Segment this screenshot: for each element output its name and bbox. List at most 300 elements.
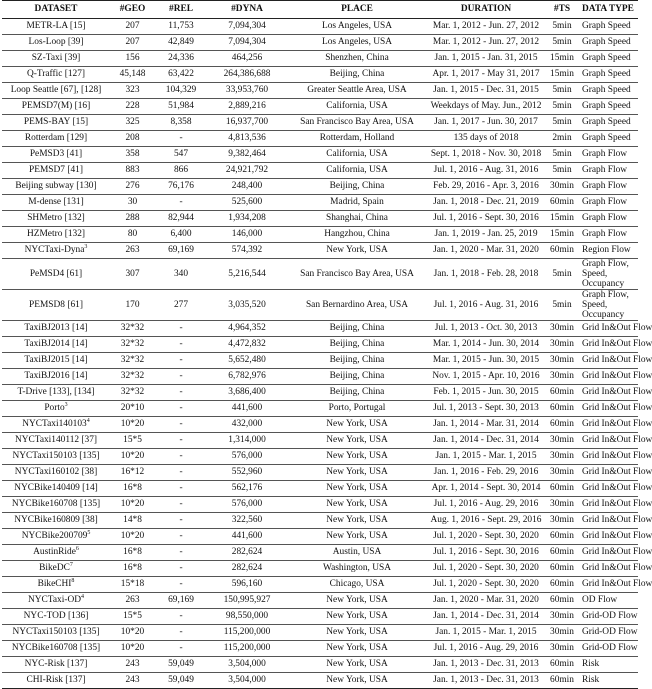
cell-data-type-text: Graph Speed: [582, 133, 631, 143]
cell-duration-text: Apr. 1, 2017 - May 31, 2017: [432, 69, 540, 79]
cell-rel: [155, 641, 207, 657]
cell-data-type-text: Risk: [582, 675, 600, 685]
cell-geo-text: 16*8: [123, 547, 142, 557]
cell-rel-text: -: [179, 643, 183, 653]
cell-geo-text: 325: [125, 117, 140, 127]
header-dataset: DATASET: [2, 1, 110, 19]
cell-dataset: [2, 227, 110, 243]
cell-place: [287, 561, 427, 577]
cell-rel-text: -: [179, 467, 183, 477]
cell-place: [287, 179, 427, 195]
cell-geo-text: 10*20: [120, 531, 145, 541]
cell-ts: [545, 513, 579, 529]
cell-dyna: [207, 243, 287, 259]
cell-dataset-text: BikeCHI: [37, 579, 72, 589]
cell-geo-text: 883: [125, 165, 140, 175]
cell-dyna: [207, 369, 287, 385]
cell-data-type: [579, 99, 638, 115]
cell-geo: [110, 593, 155, 609]
cell-duration-text: Jul. 1, 2020 - Sept. 30, 2020: [433, 579, 539, 589]
cell-duration: [427, 417, 545, 433]
cell-dataset-text: M-dense [131]: [28, 197, 84, 207]
cell-rel: [155, 401, 207, 417]
table-row: [2, 561, 638, 577]
cell-dataset: [2, 35, 110, 51]
cell-ts-text: 15min: [550, 213, 574, 223]
cell-dyna: [207, 51, 287, 67]
cell-dataset: [2, 51, 110, 67]
cell-place: [287, 211, 427, 227]
cell-dyna: [207, 67, 287, 83]
cell-rel: [155, 385, 207, 401]
cell-geo-text: 10*20: [120, 451, 145, 461]
cell-ts: [545, 19, 579, 35]
cell-dyna: [207, 529, 287, 545]
cell-data-type-text: Grid In&Out Flow: [582, 355, 652, 365]
cell-place-text: New York, USA: [326, 451, 388, 461]
cell-data-type: [579, 163, 638, 179]
cell-duration: [427, 337, 545, 353]
cell-duration: [427, 369, 545, 385]
cell-dyna-text: 150,995,927: [223, 595, 271, 605]
cell-dyna-text: 1,314,000: [228, 435, 266, 445]
footnote-marker: 3: [64, 402, 68, 408]
cell-ts-text: 15min: [550, 69, 574, 79]
cell-rel: [155, 513, 207, 529]
cell-dyna: [207, 545, 287, 561]
cell-geo: [110, 481, 155, 497]
cell-duration-text: Jan. 1, 2015 - Dec. 31, 2015: [433, 85, 539, 95]
cell-dataset: [2, 401, 110, 417]
cell-rel: [155, 529, 207, 545]
cell-rel: [155, 465, 207, 481]
cell-ts: [545, 35, 579, 51]
cell-duration: [427, 99, 545, 115]
cell-data-type-text: Graph Flow: [582, 149, 628, 159]
cell-duration-text: Jul. 1, 2016 - Aug. 29, 2016: [433, 643, 539, 653]
cell-rel: [155, 51, 207, 67]
header-place: PLACE: [287, 1, 427, 19]
cell-ts: [545, 433, 579, 449]
cell-ts-text: 5min: [552, 149, 572, 159]
cell-data-type-text: Grid In&Out Flow: [582, 435, 652, 445]
header-data-type: DATA TYPE: [579, 1, 638, 19]
cell-dataset: [2, 337, 110, 353]
footnote-marker: 3: [84, 244, 88, 250]
cell-geo-text: 207: [125, 21, 140, 31]
cell-duration: [427, 67, 545, 83]
cell-dataset: [2, 481, 110, 497]
cell-ts: [545, 449, 579, 465]
cell-rel-text: 6,400: [170, 229, 192, 239]
cell-duration-text: Jul. 1, 2016 - Sept. 30, 2016: [433, 213, 539, 223]
cell-place-text: Beijing, China: [329, 387, 385, 397]
cell-place: [287, 353, 427, 369]
cell-place-text: New York, USA: [326, 499, 388, 509]
cell-rel-text: 76,176: [168, 181, 194, 191]
cell-data-type-text: Grid In&Out Flow: [582, 579, 652, 589]
cell-dataset: [2, 115, 110, 131]
cell-dataset-text: NYCBike160809 [38]: [14, 515, 98, 525]
cell-dyna-text: 562,176: [231, 483, 263, 493]
cell-geo: [110, 465, 155, 481]
cell-data-type-text: Grid In&Out Flow: [582, 387, 652, 397]
cell-geo-text: 207: [125, 37, 140, 47]
cell-rel: [155, 433, 207, 449]
cell-place: [287, 290, 427, 321]
cell-ts-text: 5min: [552, 268, 572, 279]
cell-duration-text: Jan. 1, 2015 - Mar. 1, 2015: [435, 627, 537, 637]
cell-duration: [427, 115, 545, 131]
cell-geo: [110, 529, 155, 545]
cell-dyna-text: 4,964,352: [228, 323, 266, 333]
cell-ts-text: 30min: [550, 339, 574, 349]
cell-duration-text: Apr. 1, 2014 - Sept. 30, 2014: [431, 483, 541, 493]
table-row: [2, 115, 638, 131]
cell-dyna: [207, 147, 287, 163]
cell-duration: [427, 51, 545, 67]
cell-ts-text: 5min: [552, 299, 572, 310]
table-row: [2, 641, 638, 657]
cell-place-text: New York, USA: [326, 467, 388, 477]
cell-dataset-text: NYCBike160708 [135]: [11, 499, 101, 509]
cell-ts-text: 60min: [550, 531, 574, 541]
table-row: [2, 529, 638, 545]
cell-geo: [110, 657, 155, 673]
cell-data-type-text: Graph Flow, Speed, Occupancy: [582, 290, 629, 320]
cell-ts: [545, 99, 579, 115]
cell-place-text: Porto, Portugal: [328, 403, 386, 413]
cell-geo-text: 32*32: [120, 387, 145, 397]
cell-data-type-text: Graph Flow: [582, 213, 628, 223]
cell-dataset-text: Loop Seattle [67], [128]: [10, 85, 102, 95]
cell-rel-text: -: [179, 563, 183, 573]
table-row: [2, 290, 638, 321]
cell-geo-text: 30: [127, 197, 138, 207]
cell-geo: [110, 337, 155, 353]
cell-dyna-text: 264,386,688: [223, 69, 271, 79]
cell-duration-text: Jul. 1, 2016 - Aug. 31, 2016: [433, 299, 539, 310]
cell-dataset: [2, 497, 110, 513]
cell-dyna-text: 4,472,832: [228, 339, 266, 349]
cell-dataset: [2, 529, 110, 545]
footnote-marker: 8: [71, 578, 75, 584]
cell-duration: [427, 147, 545, 163]
cell-place: [287, 19, 427, 35]
cell-duration: [427, 673, 545, 689]
cell-dyna-text: 7,094,304: [228, 37, 266, 47]
cell-ts: [545, 195, 579, 211]
cell-ts-text: 60min: [550, 563, 574, 573]
cell-geo: [110, 545, 155, 561]
cell-dyna: [207, 481, 287, 497]
cell-dyna-text: 4,813,536: [228, 133, 266, 143]
cell-rel: [155, 115, 207, 131]
cell-rel: [155, 545, 207, 561]
cell-rel-text: 11,753: [168, 21, 194, 31]
cell-dyna-text: 552,960: [231, 467, 263, 477]
cell-data-type: [579, 195, 638, 211]
cell-duration-text: Jul. 1, 2016 - Aug. 31, 2016: [433, 165, 539, 175]
cell-duration: [427, 179, 545, 195]
cell-geo-text: 323: [125, 85, 140, 95]
cell-dyna-text: 3,035,520: [228, 299, 266, 310]
cell-place-text: New York, USA: [326, 483, 388, 493]
cell-geo-text: 32*32: [120, 355, 145, 365]
cell-data-type-text: Graph Flow, Speed, Occupancy: [582, 259, 629, 289]
cell-geo: [110, 641, 155, 657]
cell-ts-text: 15min: [550, 53, 574, 63]
cell-duration-text: Mar. 1, 2012 - Jun. 27, 2012: [432, 37, 540, 47]
table-row: [2, 657, 638, 673]
cell-data-type: [579, 465, 652, 481]
cell-data-type: [579, 259, 638, 290]
cell-geo: [110, 131, 155, 147]
cell-place: [287, 481, 427, 497]
cell-geo: [110, 449, 155, 465]
cell-ts-text: 60min: [550, 387, 574, 397]
cell-duration-text: Jan. 1, 2013 - Dec. 31, 2013: [433, 659, 539, 669]
cell-rel-text: 69,169: [168, 595, 194, 605]
cell-data-type: [579, 529, 652, 545]
cell-place-text: New York, USA: [326, 531, 388, 541]
table-row: [2, 417, 638, 433]
cell-rel: [155, 321, 207, 337]
cell-rel-text: -: [179, 339, 183, 349]
cell-ts: [545, 497, 579, 513]
cell-dataset: [2, 195, 110, 211]
cell-ts-text: 30min: [550, 371, 574, 381]
cell-data-type: [579, 19, 638, 35]
cell-data-type: [579, 497, 652, 513]
cell-rel: [155, 195, 207, 211]
cell-place-text: Beijing, China: [329, 339, 385, 349]
cell-place-text: New York, USA: [326, 245, 388, 255]
cell-dyna-text: 576,000: [231, 451, 263, 461]
cell-duration-text: Jul. 1, 2013 - Sept. 30, 2013: [433, 403, 539, 413]
cell-dyna: [207, 99, 287, 115]
cell-ts-text: 60min: [550, 547, 574, 557]
cell-data-type: [579, 227, 638, 243]
cell-dataset-text: SZ-Taxi [39]: [31, 53, 81, 63]
cell-ts-text: 30min: [550, 181, 574, 191]
cell-duration-text: Mar. 1, 2012 - Jun. 27, 2012: [432, 21, 540, 31]
cell-data-type: [579, 449, 652, 465]
table-row: [2, 593, 638, 609]
cell-dataset-text: PEMSD8 [61]: [29, 299, 83, 310]
cell-dyna: [207, 195, 287, 211]
cell-geo: [110, 417, 155, 433]
cell-duration: [427, 163, 545, 179]
cell-rel-text: 8,358: [170, 117, 192, 127]
cell-place-text: Hangzhou, China: [324, 229, 390, 239]
cell-rel: [155, 99, 207, 115]
header-ts: #TS: [545, 1, 579, 19]
cell-data-type: [579, 337, 652, 353]
cell-place-text: San Bernardino Area, USA: [305, 299, 409, 310]
cell-place: [287, 417, 427, 433]
table-row: [2, 19, 638, 35]
cell-dataset-text: NYC-TOD [136]: [23, 611, 89, 621]
cell-place-text: New York, USA: [326, 515, 388, 525]
cell-dataset: [2, 321, 110, 337]
cell-place: [287, 609, 427, 625]
cell-rel: [155, 83, 207, 99]
cell-duration-text: Jan. 1, 2015 - Mar. 1, 2015: [435, 451, 537, 461]
cell-dataset-text: BikeDC: [39, 563, 70, 573]
cell-dyna-text: 5,652,480: [228, 355, 266, 365]
cell-dataset: [2, 243, 110, 259]
cell-duration-text: Mar. 1, 2014 - Jun. 30, 2014: [432, 339, 540, 349]
cell-place: [287, 497, 427, 513]
cell-rel: [155, 609, 207, 625]
cell-duration: [427, 211, 545, 227]
cell-rel: [155, 625, 207, 641]
footnote-marker: 5: [87, 530, 91, 536]
cell-geo: [110, 625, 155, 641]
cell-ts-text: 15min: [550, 229, 574, 239]
cell-rel: [155, 657, 207, 673]
cell-geo: [110, 321, 155, 337]
cell-dataset: [2, 561, 110, 577]
cell-data-type-text: Grid In&Out Flow: [582, 451, 652, 461]
cell-rel: [155, 369, 207, 385]
cell-dyna-text: 98,550,000: [225, 611, 269, 621]
cell-dyna: [207, 401, 287, 417]
cell-dyna: [207, 577, 287, 593]
cell-duration: [427, 641, 545, 657]
cell-ts-text: 60min: [550, 483, 574, 493]
cell-rel-text: 51,984: [168, 101, 194, 111]
cell-geo: [110, 67, 155, 83]
cell-ts: [545, 163, 579, 179]
cell-dyna-text: 2,889,216: [228, 101, 266, 111]
header-dyna: #DYNA: [207, 1, 287, 19]
cell-dyna-text: 146,000: [231, 229, 263, 239]
cell-data-type-text: Graph Speed: [582, 101, 631, 111]
cell-data-type: [579, 51, 638, 67]
cell-duration-text: Jan. 1, 2017 - Jun. 30, 2017: [434, 117, 538, 127]
cell-rel: [155, 290, 207, 321]
cell-geo-text: 10*20: [120, 419, 145, 429]
cell-dataset-text: TaxiBJ2013 [14]: [24, 323, 88, 333]
cell-data-type: [579, 673, 638, 689]
cell-data-type: [579, 35, 638, 51]
cell-duration: [427, 577, 545, 593]
cell-data-type: [579, 481, 652, 497]
cell-dataset-text: NYCTaxi150103 [135]: [12, 627, 100, 637]
cell-data-type-text: Grid In&Out Flow: [582, 483, 652, 493]
cell-geo-text: 156: [125, 53, 140, 63]
cell-geo-text: 32*32: [120, 339, 145, 349]
cell-data-type-text: Graph Flow: [582, 197, 628, 207]
cell-place: [287, 673, 427, 689]
cell-place: [287, 449, 427, 465]
cell-geo: [110, 497, 155, 513]
cell-dataset: [2, 577, 110, 593]
cell-dataset-text: SHMetro [132]: [27, 213, 85, 223]
cell-rel: [155, 243, 207, 259]
cell-duration-text: Mar. 1, 2015 - Jun. 30, 2015: [432, 355, 540, 365]
cell-data-type: [579, 577, 652, 593]
cell-place-text: San Francisco Bay Area, USA: [300, 268, 414, 279]
cell-ts: [545, 561, 579, 577]
cell-duration-text: Jan. 1, 2016 - Feb. 29, 2016: [433, 467, 539, 477]
table-row: [2, 227, 638, 243]
cell-dyna-text: 24,921,792: [225, 165, 269, 175]
cell-dyna: [207, 259, 287, 290]
cell-geo: [110, 163, 155, 179]
cell-data-type: [579, 243, 638, 259]
cell-geo-text: 10*20: [120, 627, 145, 637]
cell-dataset-text: Q-Traffic [127]: [26, 69, 86, 79]
cell-dataset-text: NYC-Risk [137]: [24, 659, 88, 669]
cell-geo-text: 243: [125, 675, 140, 685]
cell-dyna-text: 3,504,000: [228, 659, 266, 669]
cell-ts-text: 30min: [550, 643, 574, 653]
cell-duration: [427, 131, 545, 147]
table-header: [2, 1, 638, 19]
cell-duration-text: Jan. 1, 2020 - Mar. 31, 2020: [433, 245, 539, 255]
cell-place-text: Greater Seattle Area, USA: [307, 85, 407, 95]
cell-geo: [110, 227, 155, 243]
cell-data-type: [579, 513, 652, 529]
cell-ts: [545, 401, 579, 417]
cell-rel: [155, 131, 207, 147]
cell-dyna: [207, 19, 287, 35]
cell-dataset: [2, 67, 110, 83]
cell-dyna-text: 5,216,544: [228, 268, 266, 279]
cell-place: [287, 115, 427, 131]
header-duration: DURATION: [427, 1, 545, 19]
cell-dataset-text: Beijing subway [130]: [15, 181, 97, 191]
cell-dyna-text: 441,600: [231, 403, 263, 413]
table-row: [2, 51, 638, 67]
cell-dyna: [207, 385, 287, 401]
cell-data-type: [579, 593, 638, 609]
cell-geo: [110, 19, 155, 35]
cell-rel-text: -: [179, 611, 183, 621]
cell-data-type: [579, 321, 652, 337]
cell-data-type-text: Graph Speed: [582, 85, 631, 95]
cell-rel: [155, 417, 207, 433]
cell-geo: [110, 179, 155, 195]
cell-dataset: [2, 657, 110, 673]
cell-dyna-text: 9,382,464: [228, 149, 266, 159]
cell-place-text: New York, USA: [326, 659, 388, 669]
cell-rel: [155, 481, 207, 497]
cell-rel-text: -: [179, 133, 183, 143]
cell-place-text: New York, USA: [326, 435, 388, 445]
cell-duration: [427, 593, 545, 609]
cell-data-type: [579, 290, 638, 321]
cell-dyna-text: 3,504,000: [228, 675, 266, 685]
cell-data-type-text: Graph Speed: [582, 69, 631, 79]
table-row: [2, 577, 638, 593]
cell-place: [287, 577, 427, 593]
cell-geo-text: 32*32: [120, 323, 145, 333]
cell-geo: [110, 99, 155, 115]
cell-rel-text: 69,169: [168, 245, 194, 255]
cell-ts-text: 60min: [550, 595, 574, 605]
cell-geo-text: 45,148: [119, 69, 146, 79]
cell-dataset-text: HZMetro [132]: [26, 229, 86, 239]
cell-ts: [545, 657, 579, 673]
cell-dataset: [2, 545, 110, 561]
cell-geo-text: 307: [125, 268, 140, 279]
table-body: [2, 19, 652, 689]
cell-data-type: [579, 401, 652, 417]
